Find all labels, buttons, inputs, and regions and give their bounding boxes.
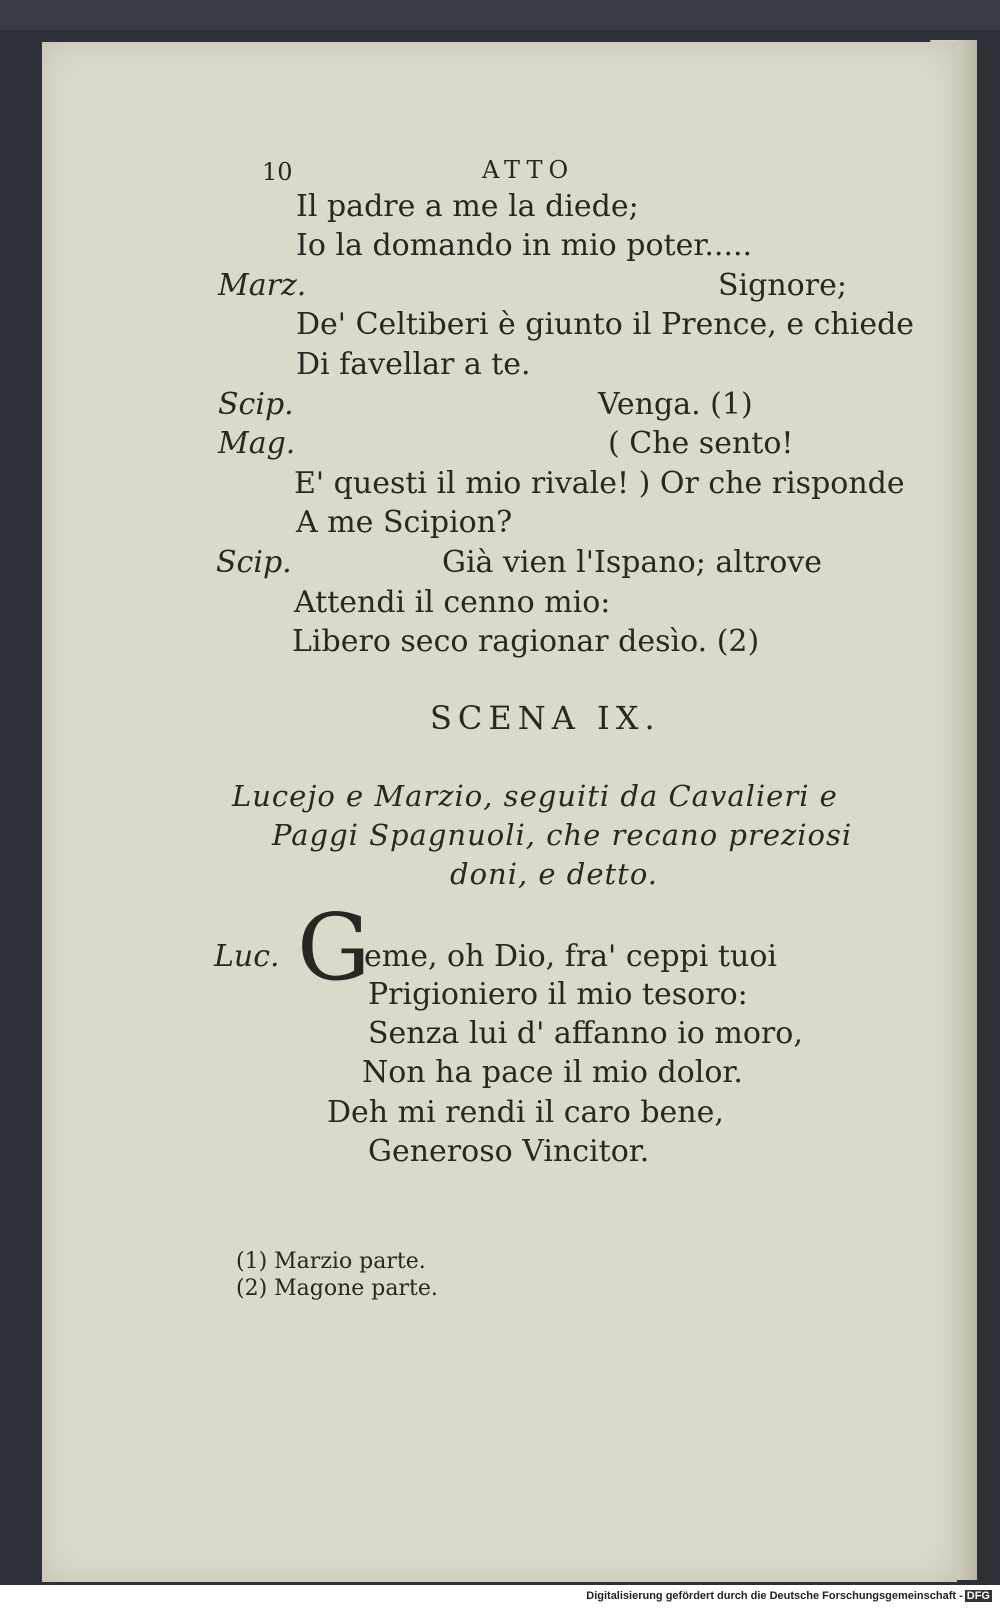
verse-line: De' Celtiberi è giunto il Prence, e chiede [296, 307, 915, 342]
aria-line: Non ha pace il mio dolor. [362, 1055, 743, 1090]
verse-line: Venga. (1) [598, 387, 753, 422]
aria-line: eme, oh Dio, fra' ceppi tuoi [364, 939, 777, 974]
running-title: ATTO [482, 156, 575, 184]
verse-line: Già vien l'Ispano; altrove [442, 545, 822, 580]
verse-line: Io la domando in mio poter..... [296, 228, 753, 263]
stage-direction-line: doni, e detto. [450, 857, 658, 891]
verse-line: Di favellar a te. [296, 347, 531, 382]
speaker-label: Marz. [218, 268, 307, 303]
verse-line: Il padre a me la diede; [296, 189, 639, 224]
speaker-label: Scip. [216, 545, 292, 580]
dfg-logo: DFG [966, 1590, 990, 1602]
verse-line: A me Scipion? [296, 505, 513, 540]
speaker-label: Scip. [218, 387, 294, 422]
stage-direction-line: Lucejo e Marzio, seguiti da Cavalieri e [232, 779, 838, 813]
scan-background [0, 0, 1000, 30]
page-number: 10 [262, 158, 293, 186]
verse-line: E' questi il mio rivale! ) Or che risponde [294, 466, 905, 501]
scene-title: SCENA IX. [430, 699, 661, 737]
aria-line: Generoso Vincitor. [368, 1134, 650, 1169]
aria-line: Prigioniero il mio tesoro: [368, 977, 748, 1012]
verse-line: Signore; [718, 268, 847, 303]
stage-direction-line: Paggi Spagnuoli, che recano preziosi [272, 818, 853, 852]
verse-line: Libero seco ragionar desìo. (2) [292, 624, 760, 659]
digitization-credit [586, 1590, 992, 1602]
aria-line: Senza lui d' affanno io moro, [368, 1016, 803, 1051]
aria-line: Deh mi rendi il caro bene, [327, 1095, 724, 1130]
footnote: (2) Magone parte. [236, 1276, 438, 1301]
speaker-label: Mag. [218, 426, 296, 461]
footnote: (1) Marzio parte. [236, 1249, 426, 1274]
drop-cap: G [297, 894, 371, 1001]
verse-line: ( Che sento! [608, 426, 794, 461]
speaker-label: Luc. [214, 939, 280, 974]
verse-line: Attendi il cenno mio: [294, 585, 611, 620]
credit-text: Digitalisierung gefördert durch die Deutsche Forschungsgemeinschaft - [586, 1590, 963, 1602]
